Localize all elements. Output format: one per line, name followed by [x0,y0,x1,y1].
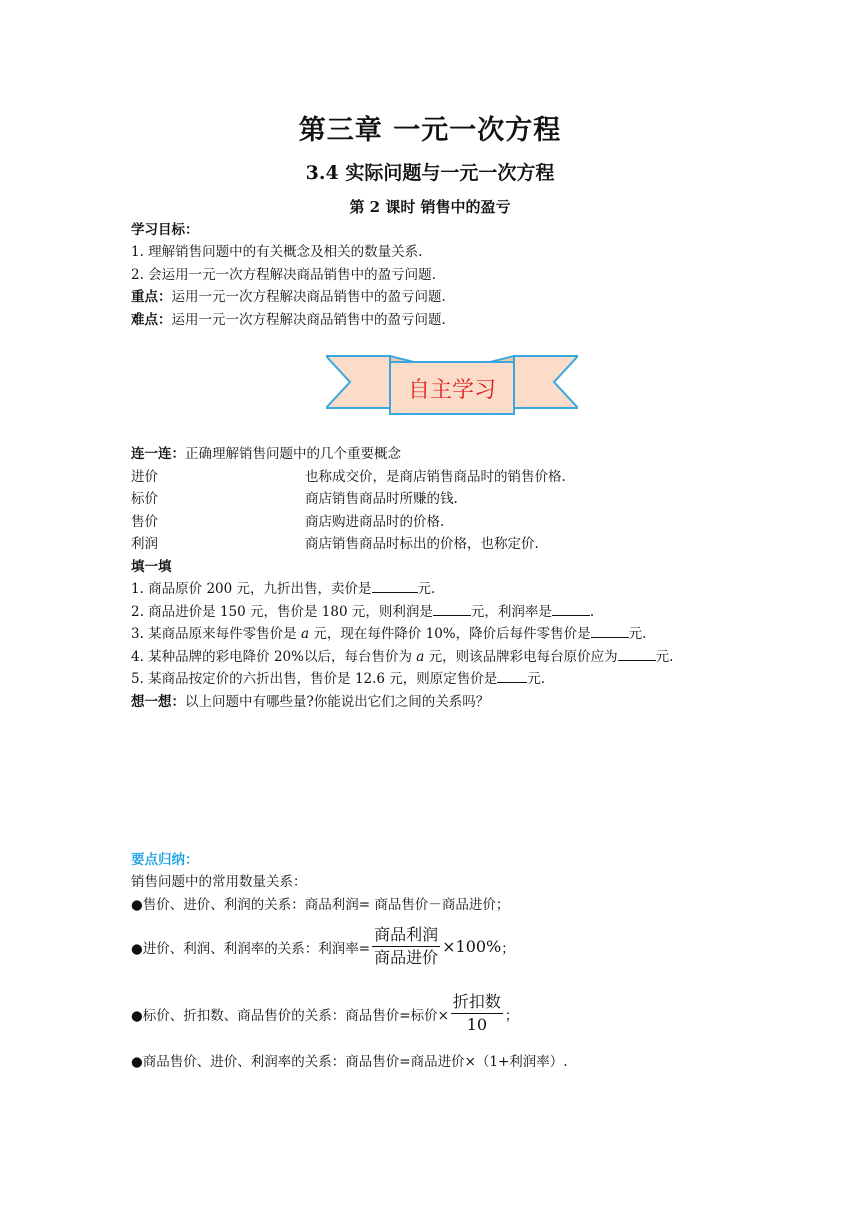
relation-profit-rate: ●进价、利润、利润率的关系：利润率= $\frac{\text{商品利润}}{\text{商品进价}}$ ×100% ； [131,925,515,967]
fill-question-3: 3. 某商品原来每件零售价是 a 元，现在每件降价 10%，降价后每件零售价是 元. [131,623,646,645]
goals-heading: 学习目标： [131,222,199,238]
answer-blank[interactable] [591,623,629,638]
match-definition: 也称成交价，是商店销售商品时的销售价格. [305,469,566,485]
match-definition: 商店销售商品时所赚的钱. [305,491,458,507]
ribbon-banner [326,354,578,420]
difficulty-point [131,309,446,331]
match-term: 利润 [131,536,158,552]
goal-item: 1. 理解销售问题中的有关概念及相关的数量关系. [131,244,423,260]
relation-profit: ●售价、进价、利润的关系：商品利润= 商品售价－商品进价； [131,897,510,913]
think-text: 以上问题中有哪些量?你能说出它们之间的关系吗？ [185,694,490,710]
fill-heading: 填一填 [131,559,172,575]
answer-blank[interactable] [372,578,418,593]
answer-blank[interactable] [618,646,656,661]
difficulty-text: 运用一元一次方程解决商品销售中的盈亏问题. [171,312,446,328]
key-point [131,286,446,308]
think-label: 想一想： [131,694,185,710]
key-point-label: 重点： [131,289,172,305]
fill-question-4: 4. 某种品牌的彩电降价 20%以后，每台售价为 a 元，则该品牌彩电每台原价应为 元. [131,646,673,668]
answer-blank[interactable] [552,601,590,616]
fill-question-2: 2. 商品进价是 150 元，售价是 180 元，则利润是 元，利润率是 . [131,601,594,623]
discount-fraction: $\frac{\text{折扣数}}{10}$ [452,992,501,1034]
think-prompt [131,691,489,713]
match-intro: 正确理解销售问题中的几个重要概念 [185,446,401,462]
relation-discount: ●标价、折扣数、商品售价的关系：商品售价=标价× $\frac{\text{折扣数}}{10}$ ； [131,992,519,1034]
key-point-text: 运用一元一次方程解决商品销售中的盈亏问题. [171,289,446,305]
chapter-title: 第三章 一元一次方程 [298,115,562,146]
ribbon-left-tail [326,356,390,408]
match-label: 连一连： [131,446,185,462]
profit-rate-fraction: $\frac{\text{商品利润}}{\text{商品进价}}$ [374,925,439,967]
summary-intro: 销售问题中的常用数量关系： [131,874,307,890]
banner-text: 自主学习 [407,378,497,403]
answer-blank[interactable] [497,668,527,683]
relation-sale-price: ●商品售价、进价、利润率的关系：商品售价=商品进价×（1+利润率）. [131,1054,568,1070]
fill-question-5: 5. 某商品按定价的六折出售，售价是 12.6 元，则原定售价是 元. [131,668,545,690]
fill-question-1: 1. 商品原价 200 元，九折出售，卖价是 元. [131,578,435,600]
match-definition: 商店购进商品时的价格. [305,514,445,530]
match-definition: 商店销售商品时标出的价格，也称定价. [305,536,539,552]
goal-item: 2. 会运用一元一次方程解决商品销售中的盈亏问题. [131,267,436,283]
match-term: 标价 [131,491,158,507]
summary-heading: 要点归纳： [131,852,199,868]
answer-blank[interactable] [433,601,471,616]
difficulty-label: 难点： [131,312,172,328]
section-title: 3.4 实际问题与一元一次方程 [305,162,555,184]
lesson-title: 第 2 课时 销售中的盈亏 [349,198,511,216]
ribbon-right-tail [514,356,578,408]
match-term: 售价 [131,514,158,530]
match-heading [131,443,401,465]
match-term: 进价 [131,469,158,485]
